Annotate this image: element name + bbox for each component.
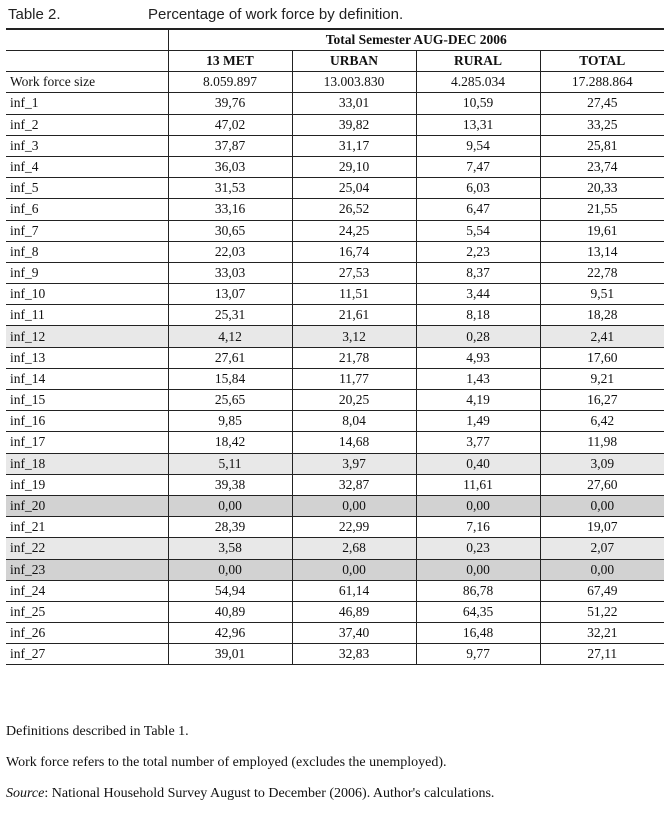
row-label: inf_8 (6, 241, 168, 262)
cell-13met: 40,89 (168, 601, 292, 622)
cell-rural: 1,43 (416, 368, 540, 389)
cell-total: 19,07 (540, 517, 664, 538)
cell-urban: 37,40 (292, 623, 416, 644)
cell-urban: 14,68 (292, 432, 416, 453)
cell-total: 20,33 (540, 178, 664, 199)
cell-rural: 4.285.034 (416, 72, 540, 93)
table-row (6, 156, 664, 177)
cell-13met: 39,01 (168, 644, 292, 665)
table-row (6, 495, 664, 516)
column-header-13met: 13 MET (168, 51, 292, 72)
table-row (6, 517, 664, 538)
cell-total: 11,98 (540, 432, 664, 453)
cell-total: 32,21 (540, 623, 664, 644)
cell-total: 51,22 (540, 601, 664, 622)
cell-urban: 0,00 (292, 495, 416, 516)
cell-urban: 29,10 (292, 156, 416, 177)
row-label: inf_21 (6, 517, 168, 538)
row-label: inf_23 (6, 559, 168, 580)
table-row (6, 114, 664, 135)
cell-13met: 22,03 (168, 241, 292, 262)
table-row (6, 199, 664, 220)
cell-13met: 0,00 (168, 495, 292, 516)
cell-urban: 16,74 (292, 241, 416, 262)
row-label: Work force size (6, 72, 168, 93)
cell-urban: 33,01 (292, 93, 416, 114)
cell-13met: 5,11 (168, 453, 292, 474)
cell-total: 2,41 (540, 326, 664, 347)
cell-urban: 26,52 (292, 199, 416, 220)
cell-rural: 4,19 (416, 390, 540, 411)
cell-rural: 8,37 (416, 262, 540, 283)
table-row (6, 241, 664, 262)
cell-rural: 0,00 (416, 559, 540, 580)
cell-total: 25,81 (540, 135, 664, 156)
row-label: inf_10 (6, 284, 168, 305)
row-label: inf_6 (6, 199, 168, 220)
cell-total: 19,61 (540, 220, 664, 241)
cell-13met: 33,03 (168, 262, 292, 283)
cell-13met: 30,65 (168, 220, 292, 241)
cell-urban: 2,68 (292, 538, 416, 559)
cell-rural: 1,49 (416, 411, 540, 432)
table-row (6, 93, 664, 114)
cell-total: 18,28 (540, 305, 664, 326)
cell-rural: 0,40 (416, 453, 540, 474)
cell-13met: 25,31 (168, 305, 292, 326)
cell-rural: 10,59 (416, 93, 540, 114)
cell-rural: 16,48 (416, 623, 540, 644)
row-label: inf_19 (6, 474, 168, 495)
table-row (6, 284, 664, 305)
cell-rural: 11,61 (416, 474, 540, 495)
cell-urban: 8,04 (292, 411, 416, 432)
cell-13met: 39,38 (168, 474, 292, 495)
cell-urban: 3,97 (292, 453, 416, 474)
cell-13met: 4,12 (168, 326, 292, 347)
table-row (6, 432, 664, 453)
row-label: inf_12 (6, 326, 168, 347)
cell-urban: 13.003.830 (292, 72, 416, 93)
cell-urban: 32,83 (292, 644, 416, 665)
cell-13met: 25,65 (168, 390, 292, 411)
table-row (6, 453, 664, 474)
cell-13met: 42,96 (168, 623, 292, 644)
cell-rural: 5,54 (416, 220, 540, 241)
table-row (6, 135, 664, 156)
cell-total: 3,09 (540, 453, 664, 474)
table-row (6, 601, 664, 622)
cell-rural: 6,03 (416, 178, 540, 199)
header-blank-cell (6, 29, 168, 51)
row-label: inf_3 (6, 135, 168, 156)
group-header-row (6, 29, 664, 51)
cell-urban: 27,53 (292, 262, 416, 283)
table-row (6, 220, 664, 241)
row-label: inf_4 (6, 156, 168, 177)
row-label: inf_25 (6, 601, 168, 622)
table-caption (6, 6, 666, 26)
source-label: Source (6, 786, 45, 801)
row-label: inf_17 (6, 432, 168, 453)
cell-13met: 28,39 (168, 517, 292, 538)
table-row (6, 390, 664, 411)
table-row (6, 644, 664, 665)
cell-total: 0,00 (540, 559, 664, 580)
cell-urban: 61,14 (292, 580, 416, 601)
table-row (6, 178, 664, 199)
cell-urban: 25,04 (292, 178, 416, 199)
cell-urban: 22,99 (292, 517, 416, 538)
cell-total: 17,60 (540, 347, 664, 368)
cell-13met: 37,87 (168, 135, 292, 156)
cell-urban: 24,25 (292, 220, 416, 241)
cell-total: 33,25 (540, 114, 664, 135)
table-row (6, 538, 664, 559)
cell-rural: 7,16 (416, 517, 540, 538)
cell-rural: 4,93 (416, 347, 540, 368)
row-label: inf_27 (6, 644, 168, 665)
cell-total: 0,00 (540, 495, 664, 516)
cell-rural: 3,44 (416, 284, 540, 305)
cell-13met: 33,16 (168, 199, 292, 220)
cell-urban: 20,25 (292, 390, 416, 411)
work-force-table (6, 28, 664, 665)
column-header-rural: RURAL (416, 51, 540, 72)
table-row (6, 326, 664, 347)
cell-total: 16,27 (540, 390, 664, 411)
table-title: Percentage of work force by definition. (148, 6, 404, 23)
cell-urban: 46,89 (292, 601, 416, 622)
row-label: inf_24 (6, 580, 168, 601)
cell-13met: 18,42 (168, 432, 292, 453)
cell-13met: 9,85 (168, 411, 292, 432)
cell-rural: 7,47 (416, 156, 540, 177)
table-row (6, 305, 664, 326)
note-definitions: Definitions described in Table 1. (6, 724, 189, 739)
cell-total: 17.288.864 (540, 72, 664, 93)
cell-total: 21,55 (540, 199, 664, 220)
table-row (6, 411, 664, 432)
cell-rural: 8,18 (416, 305, 540, 326)
cell-urban: 11,51 (292, 284, 416, 305)
cell-urban: 3,12 (292, 326, 416, 347)
header-blank-cell (6, 51, 168, 72)
table-row (6, 474, 664, 495)
cell-rural: 9,77 (416, 644, 540, 665)
cell-total: 22,78 (540, 262, 664, 283)
row-label: inf_1 (6, 93, 168, 114)
cell-rural: 2,23 (416, 241, 540, 262)
cell-urban: 31,17 (292, 135, 416, 156)
cell-total: 27,45 (540, 93, 664, 114)
column-header-total: TOTAL (540, 51, 664, 72)
cell-urban: 32,87 (292, 474, 416, 495)
cell-rural: 9,54 (416, 135, 540, 156)
cell-rural: 6,47 (416, 199, 540, 220)
row-label: inf_22 (6, 538, 168, 559)
work-force-size-row (6, 72, 664, 93)
cell-13met: 54,94 (168, 580, 292, 601)
row-label: inf_20 (6, 495, 168, 516)
cell-urban: 0,00 (292, 559, 416, 580)
cell-13met: 27,61 (168, 347, 292, 368)
cell-total: 2,07 (540, 538, 664, 559)
cell-rural: 86,78 (416, 580, 540, 601)
column-header-urban: URBAN (292, 51, 416, 72)
table-body (6, 72, 664, 665)
cell-13met: 3,58 (168, 538, 292, 559)
table-row (6, 262, 664, 283)
row-label: inf_13 (6, 347, 168, 368)
cell-13met: 15,84 (168, 368, 292, 389)
row-label: inf_9 (6, 262, 168, 283)
row-label: inf_11 (6, 305, 168, 326)
cell-rural: 3,77 (416, 432, 540, 453)
table-number: Table 2. (8, 6, 61, 23)
table-row (6, 368, 664, 389)
cell-13met: 0,00 (168, 559, 292, 580)
row-label: inf_15 (6, 390, 168, 411)
source-text: : National Household Survey August to December (2006). Author's calculations. (44, 786, 495, 801)
cell-rural: 0,00 (416, 495, 540, 516)
cell-urban: 39,82 (292, 114, 416, 135)
cell-13met: 47,02 (168, 114, 292, 135)
cell-13met: 39,76 (168, 93, 292, 114)
cell-total: 27,60 (540, 474, 664, 495)
table-notes (6, 722, 666, 815)
cell-urban: 21,61 (292, 305, 416, 326)
cell-total: 6,42 (540, 411, 664, 432)
row-label: inf_2 (6, 114, 168, 135)
cell-13met: 8.059.897 (168, 72, 292, 93)
cell-rural: 0,23 (416, 538, 540, 559)
group-header: Total Semester AUG-DEC 2006 (168, 29, 664, 51)
cell-urban: 11,77 (292, 368, 416, 389)
table-row (6, 623, 664, 644)
cell-total: 23,74 (540, 156, 664, 177)
note-source (6, 784, 666, 815)
row-label: inf_16 (6, 411, 168, 432)
row-label: inf_7 (6, 220, 168, 241)
cell-rural: 13,31 (416, 114, 540, 135)
row-label: inf_5 (6, 178, 168, 199)
cell-total: 27,11 (540, 644, 664, 665)
cell-total: 67,49 (540, 580, 664, 601)
note-work-force: Work force refers to the total number of employed (excludes the unemployed). (6, 755, 447, 770)
row-label: inf_26 (6, 623, 168, 644)
cell-13met: 36,03 (168, 156, 292, 177)
table-row (6, 559, 664, 580)
cell-total: 9,51 (540, 284, 664, 305)
cell-13met: 13,07 (168, 284, 292, 305)
cell-13met: 31,53 (168, 178, 292, 199)
column-header-row (6, 51, 664, 72)
cell-rural: 64,35 (416, 601, 540, 622)
row-label: inf_14 (6, 368, 168, 389)
cell-rural: 0,28 (416, 326, 540, 347)
row-label: inf_18 (6, 453, 168, 474)
cell-total: 9,21 (540, 368, 664, 389)
table-row (6, 580, 664, 601)
cell-urban: 21,78 (292, 347, 416, 368)
cell-total: 13,14 (540, 241, 664, 262)
table-row (6, 347, 664, 368)
